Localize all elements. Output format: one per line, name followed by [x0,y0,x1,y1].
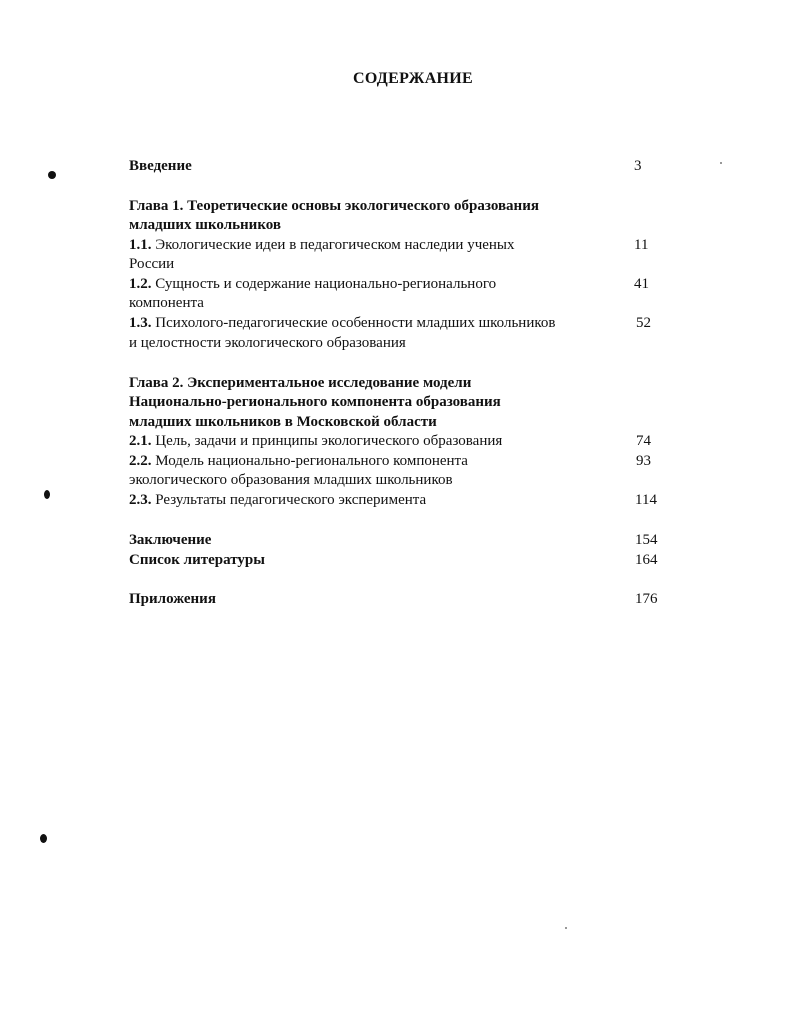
toc-section-2-2-cont: экологического образования младших школьников [129,472,453,488]
binder-hole-mark [48,171,56,179]
toc-references-page: 164 [635,552,658,568]
toc-section-1-1-cont: России [129,256,175,272]
binder-hole-mark [40,834,47,843]
toc-section-2-1 [129,432,502,451]
toc-section-2-2-page: 93 [636,453,651,469]
chapter1-heading: Глава 1. Теоретические основы экологического образования [129,198,539,214]
toc-section-1-2-cont: компонента [129,295,204,311]
toc-section-1-3-cont: и целостности экологического образования [129,335,406,351]
toc-section-2-1-page: 74 [636,433,651,449]
section-title: Психолого-педагогические особенности младших школьников [151,315,556,331]
chapter2-heading-cont: Национально-регионального компонента образования [129,394,501,410]
page-title: СОДЕРЖАНИЕ [352,70,474,87]
toc-section-2-3 [129,491,426,510]
toc-section-2-3-page: 114 [635,492,657,508]
section-number: 2.3. [129,492,152,508]
section-title: Модель национально-регионального компонента [151,453,468,469]
toc-section-1-3-page: 52 [636,315,651,331]
toc-section-1-2-page: 41 [634,276,649,292]
toc-section-1-1 [129,236,515,255]
scan-speck [565,927,567,929]
toc-section-1-3 [129,314,555,333]
toc-section-1-2 [129,275,496,294]
section-number: 1.2. [129,276,152,292]
section-number: 1.3. [129,315,152,331]
section-title: Цель, задачи и принципы экологического образования [151,433,503,449]
section-title: Сущность и содержание национально-регионального [151,276,497,292]
toc-conclusion-page: 154 [635,532,658,548]
section-number: 1.1. [129,237,152,253]
section-number: 2.1. [129,433,152,449]
binder-hole-mark [44,490,50,499]
chapter2-heading-cont: младших школьников в Московской области [129,414,437,430]
section-title: Результаты педагогического эксперимента [151,492,427,508]
toc-section-1-1-page: 11 [634,237,649,253]
toc-appendices-label: Приложения [129,591,216,607]
toc-appendices-page: 176 [635,591,658,607]
toc-intro-page: 3 [634,158,642,174]
section-title: Экологические идеи в педагогическом наследии ученых [151,237,515,253]
chapter2-heading: Глава 2. Экспериментальное исследование модели [129,375,472,391]
toc-references-label: Список литературы [129,552,265,568]
toc-conclusion-label: Заключение [129,532,212,548]
chapter1-heading-cont: младших школьников [129,217,281,233]
toc-intro-label: Введение [129,158,192,174]
section-number: 2.2. [129,453,152,469]
toc-section-2-2 [129,452,468,471]
scan-speck [720,162,722,164]
